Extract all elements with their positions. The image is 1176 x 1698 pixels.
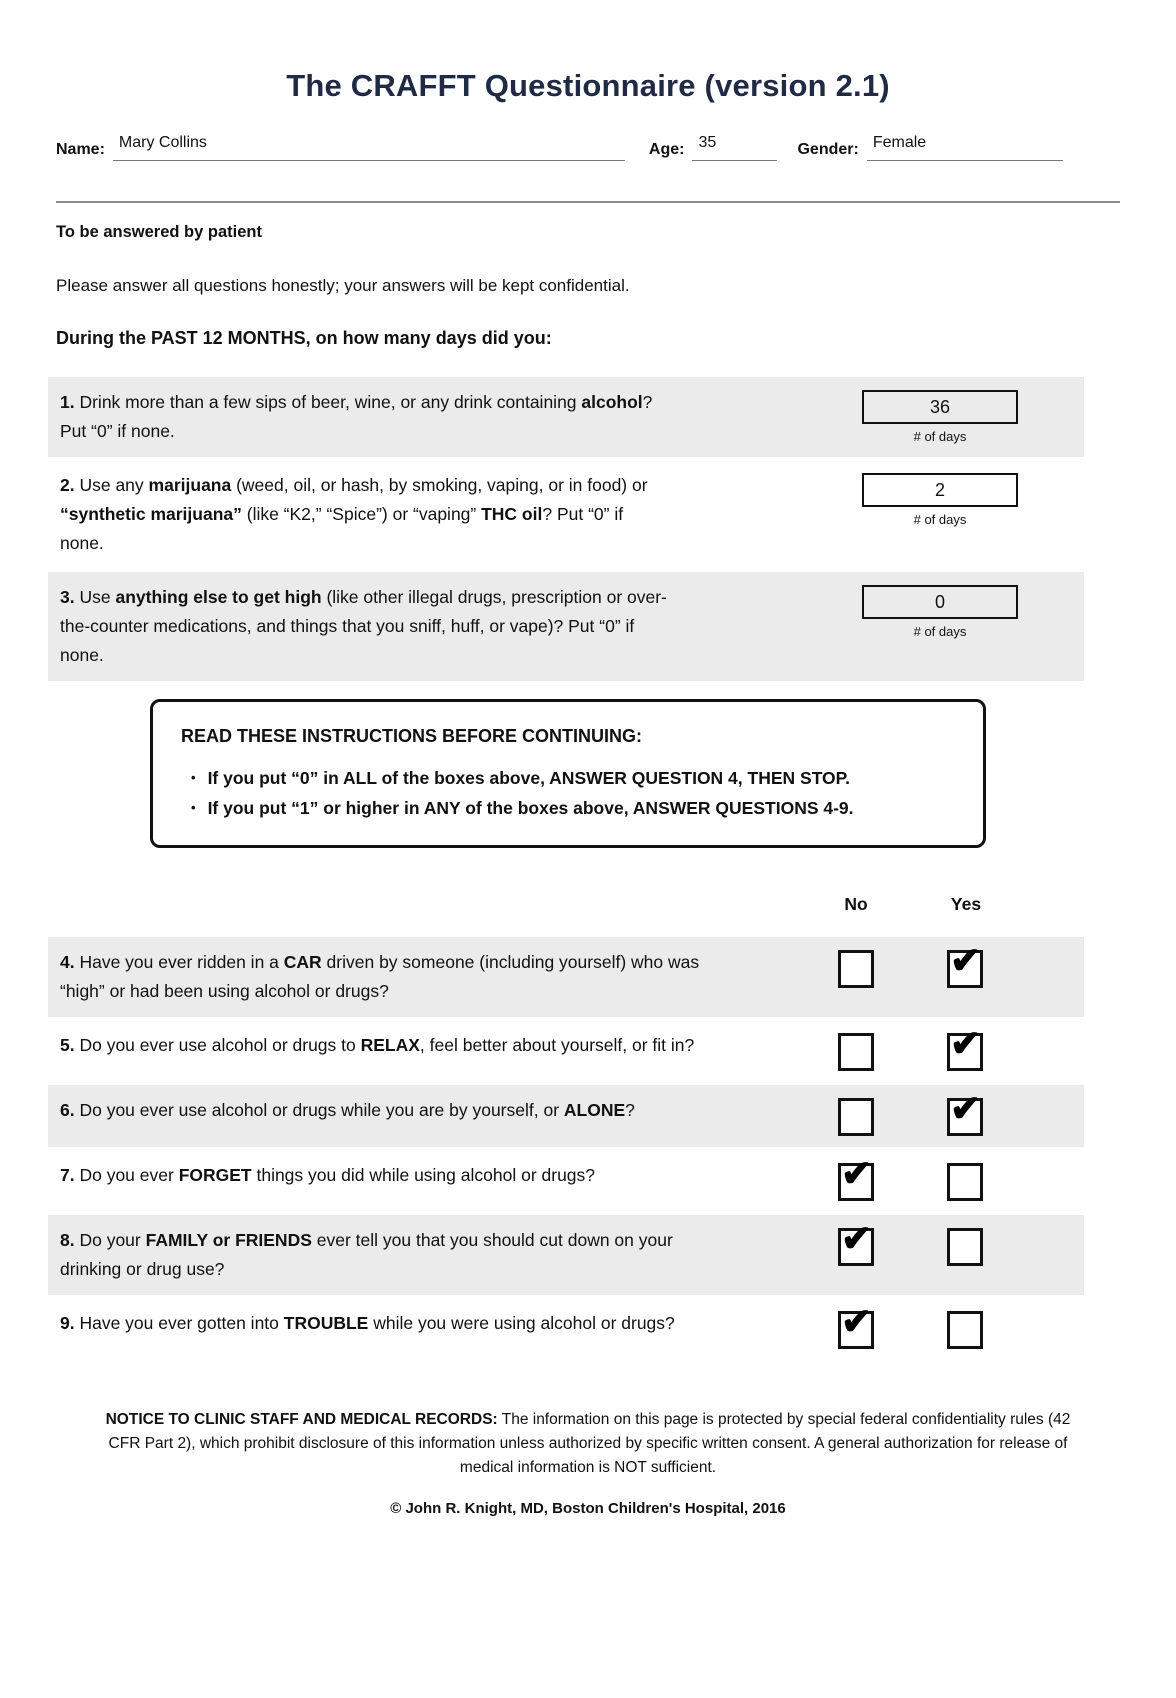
days-answer bbox=[860, 473, 1020, 527]
question-text-segment: Do your bbox=[74, 1230, 146, 1250]
no-checkbox[interactable] bbox=[838, 1153, 874, 1201]
yesno-question-row bbox=[48, 1085, 1084, 1147]
days-input[interactable]: 36 bbox=[862, 390, 1018, 424]
question-text-segment: Do you ever use alcohol or drugs while you are by yourself, or bbox=[74, 1100, 564, 1120]
question-text-segment: 5. bbox=[60, 1035, 75, 1055]
question-text-segment: (like other illegal drugs, prescription or over-the-counter medications, and things that you sniff, huff, or vape)? Put “0” if none. bbox=[60, 587, 667, 665]
question-text-segment: “synthetic marijuana” bbox=[60, 504, 242, 524]
days-unit-label: # of days bbox=[913, 624, 967, 639]
yes-checkbox[interactable] bbox=[947, 940, 983, 988]
question-text bbox=[60, 1309, 675, 1338]
question-text-segment: ? bbox=[625, 1100, 635, 1120]
question-text-segment: Use bbox=[74, 587, 116, 607]
question-text bbox=[60, 1031, 694, 1060]
yes-checkbox[interactable] bbox=[947, 1228, 983, 1266]
checkmark-icon: ✔ bbox=[841, 1153, 873, 1194]
question-text-segment: ALONE bbox=[563, 1100, 626, 1120]
age-value: 35 bbox=[698, 134, 717, 151]
question-text-segment: anything else to get high bbox=[115, 587, 322, 607]
bullet-icon: • bbox=[191, 770, 196, 785]
question-text-segment: TROUBLE bbox=[283, 1313, 369, 1333]
past-12-months-heading: During the PAST 12 MONTHS, on how many days did you: bbox=[56, 328, 552, 348]
name-label: Name: bbox=[56, 141, 105, 158]
instructions-heading: READ THESE INSTRUCTIONS BEFORE CONTINUING: bbox=[181, 726, 643, 746]
question-text-segment: ? Put “0” if none. bbox=[60, 504, 624, 553]
checkmark-icon: ✔ bbox=[841, 1218, 873, 1259]
yesno-question-row bbox=[48, 1150, 1084, 1212]
question-text-segment: alcohol bbox=[581, 392, 643, 412]
notice-label: NOTICE TO CLINIC STAFF AND MEDICAL RECORDS: bbox=[105, 1411, 498, 1428]
copyright-line: © John R. Knight, MD, Boston Children's Hospital, 2016 bbox=[390, 1500, 786, 1517]
question-text bbox=[60, 1161, 595, 1190]
answered-by-heading: To be answered by patient bbox=[56, 223, 262, 241]
patient-fields-row bbox=[56, 134, 1120, 161]
name-field bbox=[56, 134, 625, 161]
days-unit-label: # of days bbox=[913, 429, 967, 444]
days-questions bbox=[48, 377, 1084, 681]
age-label: Age: bbox=[648, 141, 685, 158]
days-answer bbox=[860, 390, 1020, 444]
question-text-segment: Use any bbox=[74, 475, 149, 495]
question-text-segment: FAMILY or FRIENDS bbox=[145, 1230, 312, 1250]
days-unit-label: # of days bbox=[913, 512, 967, 527]
question-text-segment: ever tell you that you should cut down on your drinking or drug use? bbox=[60, 1230, 673, 1279]
confidential-note: Please answer all questions honestly; your answers will be kept confidential. bbox=[56, 276, 630, 295]
yesno-column-headers bbox=[56, 894, 1120, 915]
question-text-segment: FORGET bbox=[178, 1165, 252, 1185]
question-text-segment: Do you ever use alcohol or drugs to bbox=[74, 1035, 361, 1055]
days-question-row bbox=[48, 572, 1084, 681]
question-text-segment: Have you ever ridden in a bbox=[74, 952, 284, 972]
bullet-text: If you put “0” in ALL of the boxes above, ANSWER QUESTION 4, THEN STOP. bbox=[207, 768, 850, 788]
checkmark-icon: ✔ bbox=[950, 1023, 982, 1064]
age-input[interactable] bbox=[692, 134, 777, 161]
days-input[interactable]: 2 bbox=[862, 473, 1018, 507]
question-text-segment: CAR bbox=[283, 952, 322, 972]
notice-text: The information on this page is protected by special federal confidentiality rules (42 CFR Part 2), which prohibit disclosure of this information unless authorized by specific written consent. A general authorization for release of medical information is NOT sufficient. bbox=[108, 1411, 1071, 1476]
question-text-segment: (like “K2,” “Spice”) or “vaping” bbox=[241, 504, 482, 524]
checkmark-icon: ✔ bbox=[841, 1301, 873, 1342]
answer-checkboxes bbox=[838, 1153, 1084, 1201]
days-question-row bbox=[48, 460, 1084, 569]
questionnaire-page bbox=[0, 68, 1176, 1517]
question-text-segment: 4. bbox=[60, 952, 75, 972]
name-input[interactable] bbox=[113, 134, 625, 161]
yesno-question-row bbox=[48, 1215, 1084, 1295]
yes-checkbox[interactable] bbox=[947, 1023, 983, 1071]
yesno-question-row bbox=[48, 937, 1084, 1017]
days-input[interactable]: 0 bbox=[862, 585, 1018, 619]
yesno-questions bbox=[48, 937, 1084, 1360]
instruction-bullet bbox=[181, 763, 967, 793]
question-text-segment: things you did while using alcohol or drugs? bbox=[251, 1165, 596, 1185]
question-text-segment: 1. bbox=[60, 392, 75, 412]
instructions-box bbox=[150, 699, 986, 848]
question-text bbox=[60, 388, 668, 446]
no-checkbox[interactable] bbox=[838, 1098, 874, 1136]
question-text-segment: Do you ever bbox=[74, 1165, 179, 1185]
days-answer bbox=[860, 585, 1020, 639]
question-text-segment: 9. bbox=[60, 1313, 75, 1333]
yes-checkbox[interactable] bbox=[947, 1311, 983, 1349]
question-text-segment: , feel better about yourself, or fit in? bbox=[419, 1035, 695, 1055]
page-title: The CRAFFT Questionnaire (version 2.1) bbox=[286, 68, 890, 103]
yes-checkbox[interactable] bbox=[947, 1163, 983, 1201]
answer-checkboxes bbox=[838, 1023, 1084, 1071]
question-text-segment: 3. bbox=[60, 587, 75, 607]
checkmark-icon: ✔ bbox=[950, 1088, 982, 1129]
name-value: Mary Collins bbox=[118, 134, 207, 151]
answer-checkboxes bbox=[838, 1088, 1084, 1136]
question-text-segment: driven by someone (including yourself) who was “high” or had been using alcohol or drugs? bbox=[60, 952, 700, 1001]
question-text-segment: 7. bbox=[60, 1165, 75, 1185]
yesno-question-row bbox=[48, 1298, 1084, 1360]
clinic-notice bbox=[93, 1408, 1083, 1480]
question-text-segment: marijuana bbox=[148, 475, 232, 495]
question-text bbox=[60, 948, 728, 1006]
question-text bbox=[60, 1226, 728, 1284]
question-text-segment: Drink more than a few sips of beer, wine, or any drink containing bbox=[74, 392, 582, 412]
age-field bbox=[649, 134, 778, 161]
question-text-segment: THC oil bbox=[481, 504, 543, 524]
yes-column-header: Yes bbox=[950, 894, 982, 914]
yes-checkbox[interactable] bbox=[947, 1088, 983, 1136]
gender-value: Female bbox=[872, 134, 927, 151]
question-text bbox=[60, 583, 668, 670]
question-text-segment: RELAX bbox=[360, 1035, 420, 1055]
question-text-segment: ? Put “0” if none. bbox=[60, 392, 653, 441]
no-checkbox[interactable] bbox=[838, 1218, 874, 1266]
no-checkbox[interactable] bbox=[838, 1301, 874, 1349]
yesno-question-row bbox=[48, 1020, 1084, 1082]
read-box-bullets bbox=[181, 763, 967, 823]
gender-field bbox=[797, 134, 1062, 161]
question-text-segment: 8. bbox=[60, 1230, 75, 1250]
question-text bbox=[60, 471, 668, 558]
bullet-text: If you put “1” or higher in ANY of the boxes above, ANSWER QUESTIONS 4-9. bbox=[207, 798, 854, 818]
answer-checkboxes bbox=[838, 1301, 1084, 1349]
checkmark-icon: ✔ bbox=[950, 940, 982, 981]
no-checkbox[interactable] bbox=[838, 1033, 874, 1071]
question-text-segment: while you were using alcohol or drugs? bbox=[368, 1313, 675, 1333]
days-question-row bbox=[48, 377, 1084, 457]
gender-label: Gender: bbox=[797, 141, 859, 158]
question-text bbox=[60, 1096, 635, 1125]
answer-checkboxes bbox=[838, 940, 1084, 988]
section-divider bbox=[56, 201, 1120, 203]
question-text-segment: 2. bbox=[60, 475, 75, 495]
question-text-segment: (weed, oil, or hash, by smoking, vaping, or in food) or bbox=[231, 475, 648, 495]
question-text-segment: 6. bbox=[60, 1100, 75, 1120]
no-checkbox[interactable] bbox=[838, 950, 874, 988]
question-text-segment: Have you ever gotten into bbox=[74, 1313, 284, 1333]
gender-input[interactable] bbox=[867, 134, 1063, 161]
bullet-icon: • bbox=[191, 800, 196, 815]
instruction-bullet bbox=[181, 793, 967, 823]
answer-checkboxes bbox=[838, 1218, 1084, 1266]
no-column-header: No bbox=[844, 894, 868, 914]
